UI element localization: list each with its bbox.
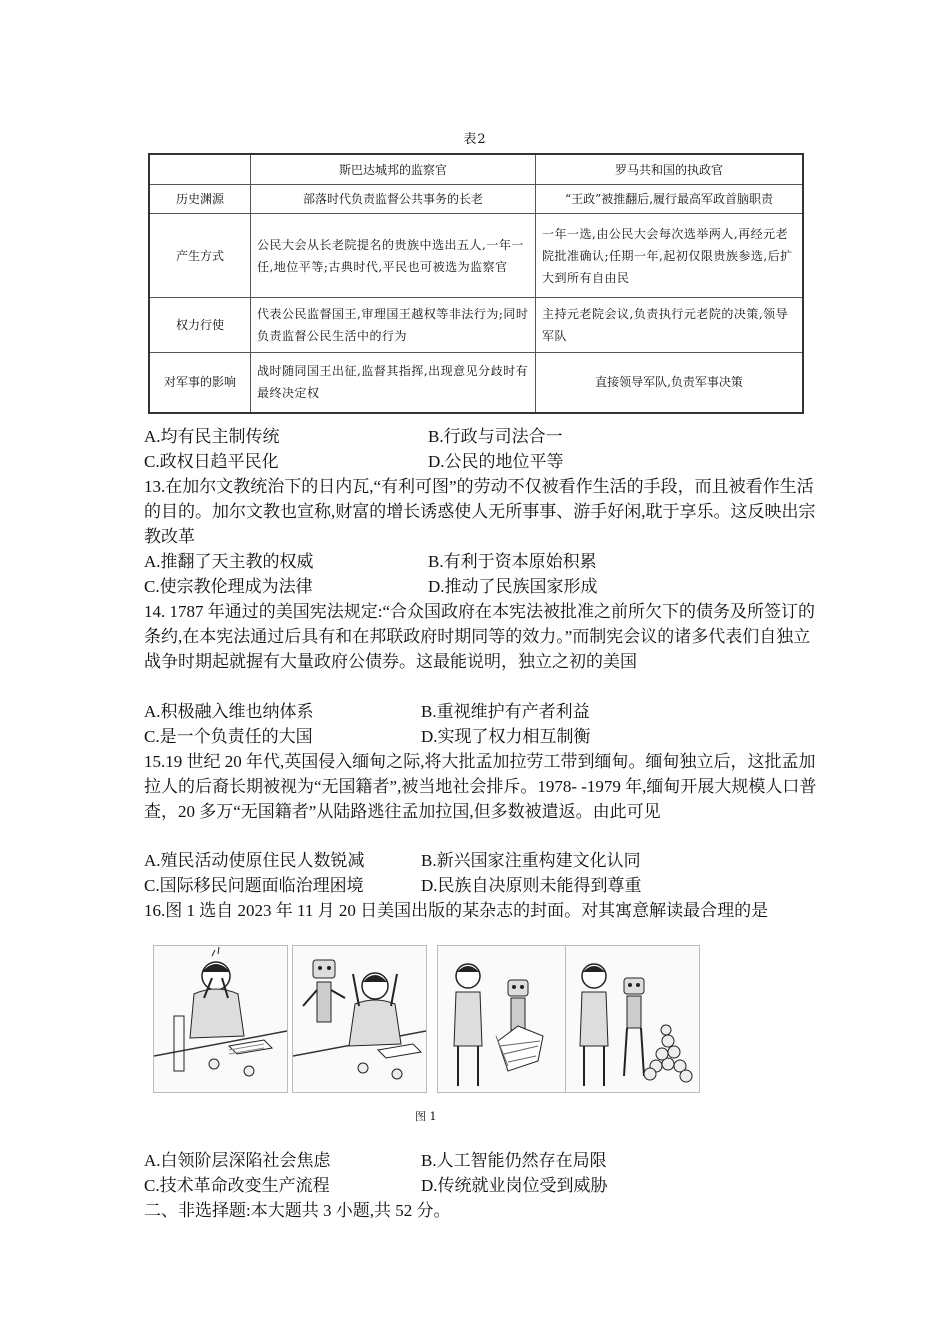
cell-sparta: 代表公民监督国王,审理国王越权等非法行为;同时负责监督公民生活中的行为 xyxy=(251,298,536,353)
figure-caption: 图 1 xyxy=(415,1110,437,1123)
table-row xyxy=(149,298,803,353)
q13-option-d[interactable]: D.推动了民族国家形成 xyxy=(428,577,598,596)
row-label: 对军事的影响 xyxy=(149,353,251,413)
row-label: 历史渊源 xyxy=(149,185,251,214)
q12-option-c[interactable]: C.政权日趋平民化 xyxy=(144,452,279,471)
table-row xyxy=(149,185,803,214)
cell-rome: 主持元老院会议,负责执行元老院的决策,领导军队 xyxy=(536,298,804,353)
q14-option-d[interactable]: D.实现了权力相互制衡 xyxy=(421,727,591,746)
cell-sparta: 部落时代负责监督公共事务的长老 xyxy=(251,185,536,214)
table-header-row xyxy=(149,154,803,185)
q13-option-b[interactable]: B.有利于资本原始积累 xyxy=(428,552,597,571)
q15-option-d[interactable]: D.民族自决原则未能得到尊重 xyxy=(421,876,642,895)
q15-option-b[interactable]: B.新兴国家注重构建文化认同 xyxy=(421,851,641,870)
row-label: 权力行使 xyxy=(149,298,251,353)
q12-option-b[interactable]: B.行政与司法合一 xyxy=(428,427,563,446)
q13-option-a[interactable]: A.推翻了天主教的权威 xyxy=(144,552,314,571)
cell-rome: “王政”被推翻后,履行最高军政首脑职责 xyxy=(536,185,804,214)
table-caption: 表2 xyxy=(463,132,487,147)
q15-stem: 15.19 世纪 20 年代,英国侵入缅甸之际,将大批孟加拉劳工带到缅甸。缅甸独立后，这批孟加拉人的后裔长期被视为“无国籍者”,被当地社会排斥。1978- -1979 年,缅甸开展大规模人口普查，20 多万“无国籍者”从陆路逃往孟加拉国,但多数被遣返。由此可见 xyxy=(144,752,817,821)
cartoon-figure xyxy=(153,945,698,1093)
cartoon-panel-2 xyxy=(292,945,427,1093)
row-label: 产生方式 xyxy=(149,214,251,298)
cell-sparta: 公民大会从长老院提名的贵族中选出五人,一年一任,地位平等;古典时代,平民也可被选为监察官 xyxy=(251,214,536,298)
cartoon-panel-1 xyxy=(153,945,288,1093)
cell-rome: 一年一选,由公民大会每次选举两人,再经元老院批准确认;任期一年,起初仅限贵族参选,后扩大到所有自由民 xyxy=(536,214,804,298)
q16-option-d[interactable]: D.传统就业岗位受到威胁 xyxy=(421,1176,608,1195)
cartoon-panel-4 xyxy=(565,945,700,1093)
q15-option-c[interactable]: C.国际移民问题面临治理困境 xyxy=(144,876,364,895)
robot-scattered-papers-icon xyxy=(438,946,571,1092)
q13-stem: 13.在加尔文教统治下的日内瓦,“有利可图”的劳动不仅被看作生活的手段，而且被看作生活的目的。加尔文教也宣称,财富的增长诱惑使人无所事事、游手好闲,耽于享乐。这反映出宗教改革 xyxy=(144,477,816,546)
cell-rome: 直接领导军队,负责军事决策 xyxy=(536,353,804,413)
table-row xyxy=(149,353,803,413)
q16-option-c[interactable]: C.技术革命改变生产流程 xyxy=(144,1176,330,1195)
section-2-heading: 二、非选择题:本大题共 3 小题,共 52 分。 xyxy=(144,1201,451,1220)
q13-option-c[interactable]: C.使宗教伦理成为法律 xyxy=(144,577,313,596)
worried-worker-icon xyxy=(154,946,287,1092)
cell-sparta: 战时随同国王出征,监督其指挥,出现意见分歧时有最终决定权 xyxy=(251,353,536,413)
q14-option-c[interactable]: C.是一个负责任的大国 xyxy=(144,727,313,746)
q12-option-a[interactable]: A.均有民主制传统 xyxy=(144,427,280,446)
q16-option-b[interactable]: B.人工智能仍然存在局限 xyxy=(421,1151,607,1170)
table-row xyxy=(149,214,803,298)
q15-option-a[interactable]: A.殖民活动使原住民人数锐减 xyxy=(144,851,365,870)
q12-option-d[interactable]: D.公民的地位平等 xyxy=(428,452,564,471)
table-header-empty xyxy=(149,154,251,185)
cartoon-panel-3 xyxy=(437,945,572,1093)
q14-option-b[interactable]: B.重视维护有产者利益 xyxy=(421,702,590,721)
table-header-rome: 罗马共和国的执政官 xyxy=(536,154,804,185)
q16-option-a[interactable]: A.白领阶层深陷社会焦虑 xyxy=(144,1151,331,1170)
q16-stem: 16.图 1 选自 2023 年 11 月 20 日美国出版的某杂志的封面。对其寓意解读最合理的是 xyxy=(144,901,769,920)
q14-option-a[interactable]: A.积极融入维也纳体系 xyxy=(144,702,314,721)
comparison-table xyxy=(148,153,804,414)
q14-stem: 14. 1787 年通过的美国宪法规定:“合众国政府在本宪法被批准之前所欠下的债务及所签订的条约,在本宪法通过后具有和在邦联政府时期同等的效力。”而制宪会议的诸多代表们自独立战争时期起就握有大量政府公债券。这最能说明，独立之初的美国 xyxy=(144,602,816,671)
robot-appears-icon xyxy=(293,946,426,1092)
table-header-sparta: 斯巴达城邦的监察官 xyxy=(251,154,536,185)
robot-paper-pile-icon xyxy=(566,946,699,1092)
